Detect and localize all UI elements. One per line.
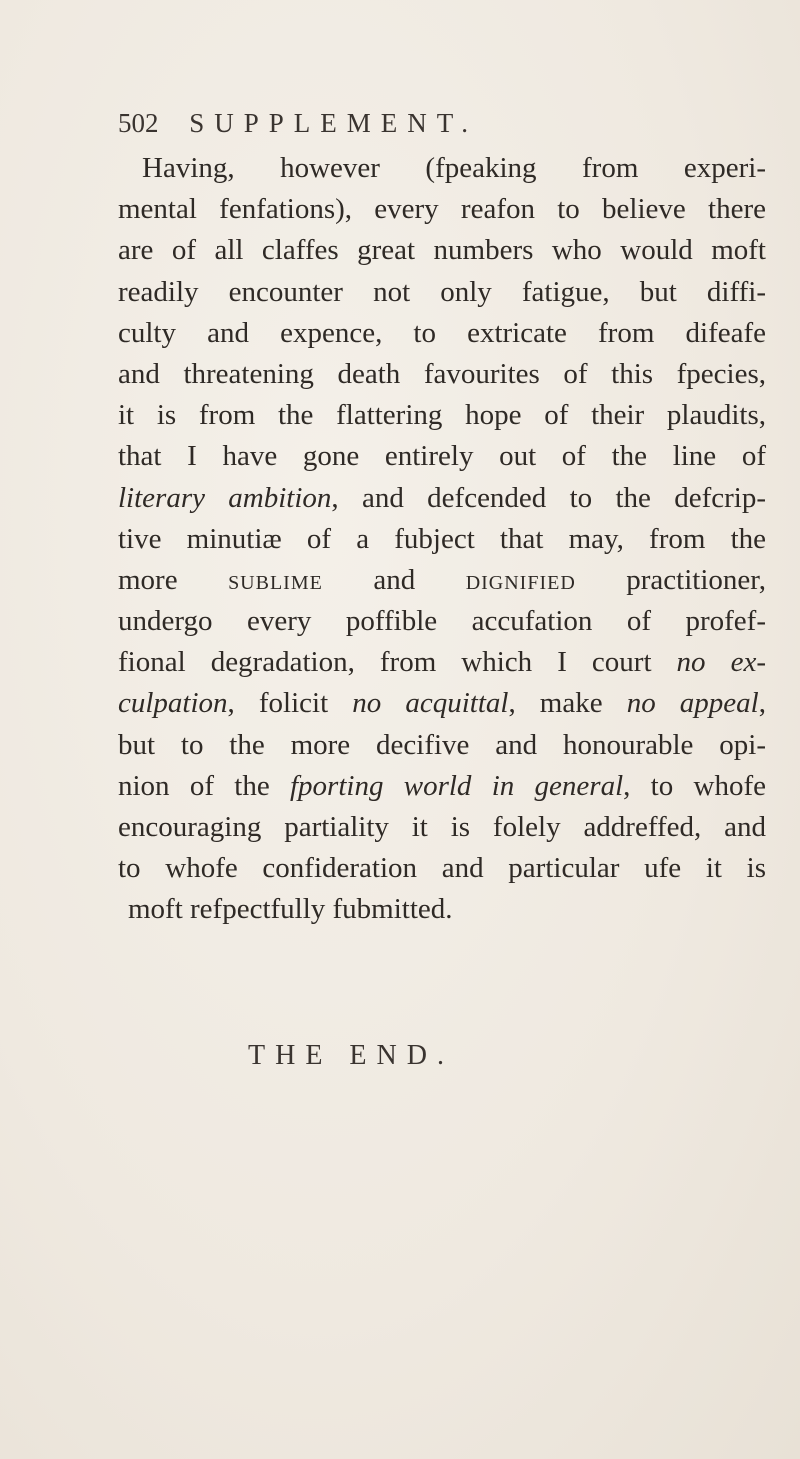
italic-run: no appeal (626, 687, 759, 720)
text-run: more (118, 563, 229, 596)
text-run: culty and expence, to extricate from difeafe (118, 316, 766, 349)
text-run: practitioner, (575, 563, 767, 596)
italic-run: no ex- (676, 646, 766, 679)
text-run: and (322, 563, 466, 596)
text-line-5 (118, 313, 766, 354)
text-run: that I have gone entirely out of the line of (118, 440, 766, 473)
text-line-4 (118, 272, 766, 313)
italic-run: fporting world in general (290, 769, 624, 802)
text-run: tive minutiæ of a fubject that may, from the (118, 522, 766, 555)
page-number: 502 (118, 108, 159, 138)
italic-run: literary ambition (118, 481, 332, 514)
text-run: , make (508, 687, 627, 720)
body-paragraph (118, 148, 766, 931)
running-title: SUPPLEMENT. (189, 108, 479, 138)
small-caps-run: dignified (465, 563, 576, 596)
text-run: nion of the (118, 769, 290, 802)
text-line-10 (118, 519, 766, 560)
italic-run: culpation (118, 687, 228, 720)
small-caps-run: sublime (228, 563, 323, 596)
text-line-11 (118, 560, 766, 601)
text-run: moft refpectfully fubmitted. (128, 893, 453, 926)
text-run: fional degradation, from which I court (118, 646, 677, 679)
text-run: are of all claffes great numbers who would moft (118, 234, 766, 267)
text-line-8 (118, 436, 766, 477)
italic-run: no acquittal (352, 687, 509, 720)
text-line-19 (118, 889, 766, 930)
text-run: encouraging partiality it is folely addreffed, and (118, 811, 766, 843)
text-line-18 (118, 848, 766, 889)
text-run: , and defcended to the defcrip- (331, 481, 766, 514)
text-run: it is from the flattering hope of their plaudits, (118, 399, 766, 432)
text-line-7 (118, 395, 766, 436)
the-end: THE END. (248, 1040, 454, 1071)
page-header (118, 108, 678, 139)
text-line-15 (118, 725, 766, 766)
text-line-2 (118, 189, 766, 230)
text-line-1 (118, 148, 766, 189)
text-line-13 (118, 642, 766, 683)
text-line-3 (118, 230, 766, 271)
text-run: , folicit (227, 687, 353, 720)
text-run: readily encounter not only fatigue, but diffi- (118, 275, 766, 308)
text-run: undergo every poffible accufation of profef- (118, 605, 766, 638)
text-line-6 (118, 354, 766, 395)
text-run: mental fenfations), every reafon to believe there (118, 193, 766, 226)
text-run: , (758, 687, 766, 720)
text-line-12 (118, 601, 766, 642)
text-line-16 (118, 766, 766, 807)
text-line-9 (118, 478, 766, 519)
text-run: , to whofe (623, 769, 766, 802)
text-line-17 (118, 807, 766, 848)
text-run: to whofe confideration and particular ufe it is (118, 852, 766, 885)
text-run: and threatening death favourites of this fpecies, (118, 357, 766, 390)
text-run: Having, however (fpeaking from experi- (142, 152, 766, 184)
text-line-14 (118, 683, 766, 724)
text-run: but to the more decifive and honourable opi- (118, 728, 766, 761)
